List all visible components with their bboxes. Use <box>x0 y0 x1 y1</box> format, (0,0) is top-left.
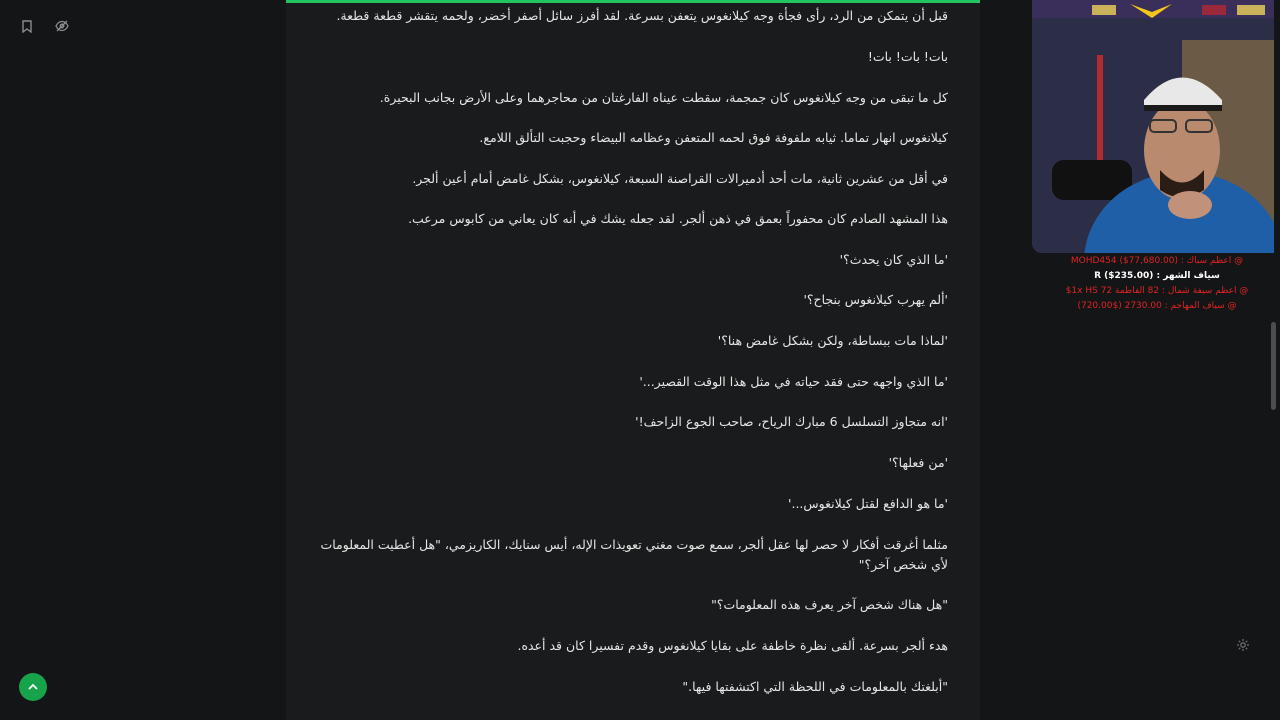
paragraph: كل ما تبقى من وجه كيلانغوس كان جمجمة، سقطت عيناه الفارغتان من محاجرهما وعلى الأرض بجانب البحيرة. <box>379 90 948 105</box>
chapter-reader <box>286 0 980 720</box>
scroll-to-top-button[interactable] <box>19 673 47 701</box>
streamer-webcam-overlay <box>1032 0 1274 253</box>
overlay-line: @ اعظم سيفة شمال : 82 الفاطمة 72 1x HS$ <box>1065 286 1249 296</box>
scrollbar-thumb[interactable] <box>1271 322 1276 410</box>
overlay-line: سياف الشهر : R ($235.00) <box>1094 271 1220 281</box>
paragraph: مثلما أغرقت أفكار لا حصر لها عقل ألجر، سمع صوت مغني تعويذات الإله، أيس سنايك، الكاريزمي، "هل أعطيت المعلومات لأي شخص آخر؟" <box>320 537 948 572</box>
overlay-line: @ اعظم سباك : MOHD454 ($77,680.00) <box>1070 256 1244 266</box>
left-sidebar <box>0 0 286 720</box>
paragraph: 'لماذا مات ببساطة، ولكن بشكل غامض هنا؟' <box>717 333 948 348</box>
paragraph: "أبلغتك بالمعلومات في اللحظة التي اكتشفتها فيها." <box>682 679 948 694</box>
streamer-portrait <box>1032 0 1274 253</box>
paragraph: في أقل من عشرين ثانية، مات أحد أدميرالات القراصنة السبعة، كيلانغوس، بشكل غامض أمام أعين ألجر. <box>412 171 948 186</box>
bookmark-icon[interactable] <box>16 15 38 37</box>
paragraph: هذا المشهد الصادم كان محفوراً بعمق في ذهن ألجر. لقد جعله يشك في أنه كان يعاني من كابوس مرعب. <box>408 211 948 226</box>
paragraph: 'ما الذي واجهه حتى فقد حياته في مثل هذا الوقت القصير...' <box>639 374 948 389</box>
donation-overlay <box>1040 254 1274 314</box>
paragraph: 'ما الذي كان يحدث؟' <box>839 252 948 267</box>
chevron-up-icon <box>27 683 39 691</box>
paragraph: بات! بات! بات! <box>867 49 948 64</box>
paragraph: "هل هناك شخص آخر يعرف هذه المعلومات؟" <box>711 597 948 612</box>
paragraph: 'من فعلها؟' <box>888 455 948 470</box>
paragraph: 'انه متجاوز التسلسل 6 مبارك الرياح، صاحب الجوع الزاحف!' <box>635 414 948 429</box>
eye-off-icon[interactable] <box>51 15 73 37</box>
paragraph: هدء ألجر بسرعة. ألقى نظرة خاطفة على بقايا كيلانغوس وقدم تفسيرا كان قد أعده. <box>517 638 948 653</box>
paragraph: 'ما هو الدافع لقتل كيلانغوس...' <box>788 496 948 511</box>
gear-icon[interactable] <box>1234 636 1252 654</box>
paragraph: قبل أن يتمكن من الرد، رأى فجأة وجه كيلانغوس يتعفن بسرعة. لقد أفرز سائل أصفر أخضر، ولحمه يتقشر قطعة قطعة. <box>336 8 948 23</box>
overlay-line: @ سياف المهاجم : 2730.00 ($720.00) <box>1077 301 1237 311</box>
paragraph: 'ألم يهرب كيلانغوس بنجاح؟' <box>803 292 948 307</box>
paragraph: كيلانغوس انهار تماما. ثيابه ملفوفة فوق لحمه المتعفن وعظامه البيضاء وحجبت التألق اللامع. <box>479 130 948 145</box>
